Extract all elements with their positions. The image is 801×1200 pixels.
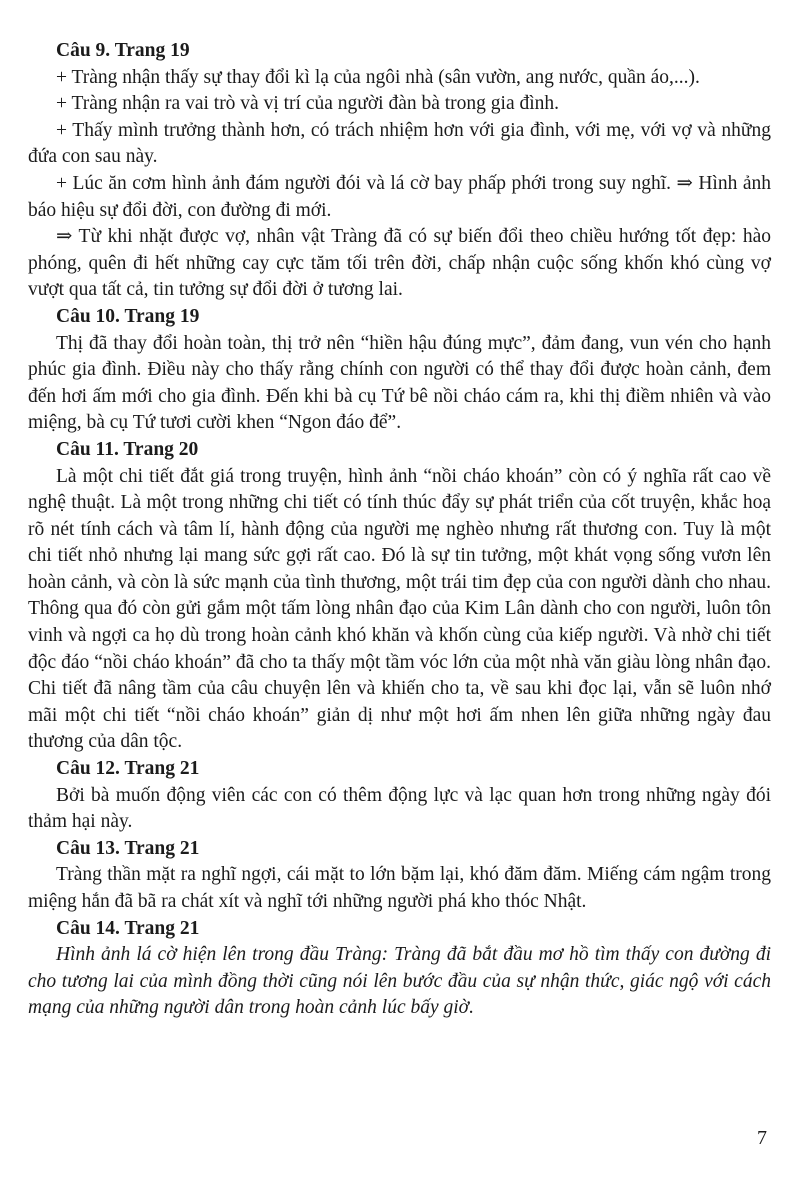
answer-paragraph: + Tràng nhận ra vai trò và vị trí của người đàn bà trong gia đình.: [56, 93, 560, 115]
answer-paragraph: ⇒ Từ khi nhặt được vợ, nhân vật Tràng đã có sự biến đổi theo chiều hướng tốt đẹp: hào phóng, quên đi hết những cay cực tăm tối trên đời, chấp nhận cuộc sống khốn khó cùng vợ vượt qua tất cả, tin tưởng sự đổi đời ở tương lai.: [28, 226, 771, 301]
question-heading: Câu 12. Trang 21: [56, 758, 200, 780]
question-heading: Câu 10. Trang 19: [56, 305, 200, 327]
answer-paragraph: + Lúc ăn cơm hình ảnh đám người đói và lá cờ bay phấp phới trong suy nghĩ. ⇒ Hình ảnh báo hiệu sự đổi đời, con đường đi mới.: [28, 172, 771, 221]
question-heading: Câu 11. Trang 20: [56, 438, 199, 460]
answer-paragraph: Thị đã thay đổi hoàn toàn, thị trở nên “hiền hậu đúng mực”, đảm đang, vun vén cho hạnh phúc gia đình. Điều này cho thấy rằng chính con người có thể thay đổi được hoàn cảnh, đem đến hơi ấm mới cho gia đình. Đến khi bà cụ Tứ bê nồi cháo cám ra, khi thị điềm nhiên và vào miệng, bà cụ Tứ tươi cười khen “Ngon đáo để”.: [28, 332, 771, 434]
answer-paragraph: + Thấy mình trưởng thành hơn, có trách nhiệm hơn với gia đình, với mẹ, với vợ và những đứa con sau này.: [28, 119, 771, 168]
page-number: 7: [757, 1127, 767, 1149]
question-heading: Câu 13. Trang 21: [56, 837, 200, 859]
answer-paragraph: Hình ảnh lá cờ hiện lên trong đầu Tràng: Tràng đã bắt đầu mơ hồ tìm thấy con đường đi cho tương lai của mình đồng thời cũng nói lên bước đầu của sự nhận thức, giác ngộ với cách mạng của những người dân trong hoàn cảnh lúc bấy giờ.: [28, 944, 771, 1019]
question-heading: Câu 9. Trang 19: [56, 40, 190, 61]
answer-paragraph: Là một chi tiết đắt giá trong truyện, hình ảnh “nồi cháo khoán” còn có ý nghĩa rất cao về nghệ thuật. Là một trong những chi tiết có tính thúc đẩy sự phát triển của cốt truyện, khắc hoạ rõ nét tính cách và tâm lí, hành động của người mẹ nghèo nhưng rất thương con. Tuy là một chi tiết nhỏ nhưng lại mang sức gợi rất cao. Đó là sự tin tưởng, một khát vọng sống vươn lên hoàn cảnh, và còn là sức mạnh của tình thương, một trái tim đẹp của con người dành cho nhau. Thông qua đó còn gửi gắm một tấm lòng nhân đạo của Kim Lân dành cho con người, luôn tôn vinh và ngợi ca họ dù trong hoàn cảnh khó khăn và khốn cùng của kiếp người. Và nhờ chi tiết độc đáo “nồi cháo khoán” đã cho ta thấy một tầm vóc lớn của một nhà văn giàu lòng nhân đạo. Chi tiết đã nâng tầm của câu chuyện lên và khiến cho ta, về sau khi đọc lại, vẫn sẽ luôn nhớ mãi một chi tiết “nồi cháo khoán” giản dị như một hơi ấm nhen lên giữa những ngày đau thương của dân tộc.: [28, 465, 771, 753]
answer-paragraph: Bởi bà muốn động viên các con có thêm động lực và lạc quan hơn trong những ngày đói thảm hại này.: [28, 784, 771, 833]
question-heading: Câu 14. Trang 21: [56, 917, 200, 939]
answer-paragraph: + Tràng nhận thấy sự thay đổi kì lạ của ngôi nhà (sân vườn, ang nước, quần áo,...).: [56, 66, 700, 88]
answer-paragraph: Tràng thần mặt ra nghĩ ngợi, cái mặt to lớn bặm lại, khó đăm đăm. Miếng cám ngậm trong miệng hắn đã bã ra chát xít và nghĩ tới những người phá kho thóc Nhật.: [28, 864, 771, 912]
